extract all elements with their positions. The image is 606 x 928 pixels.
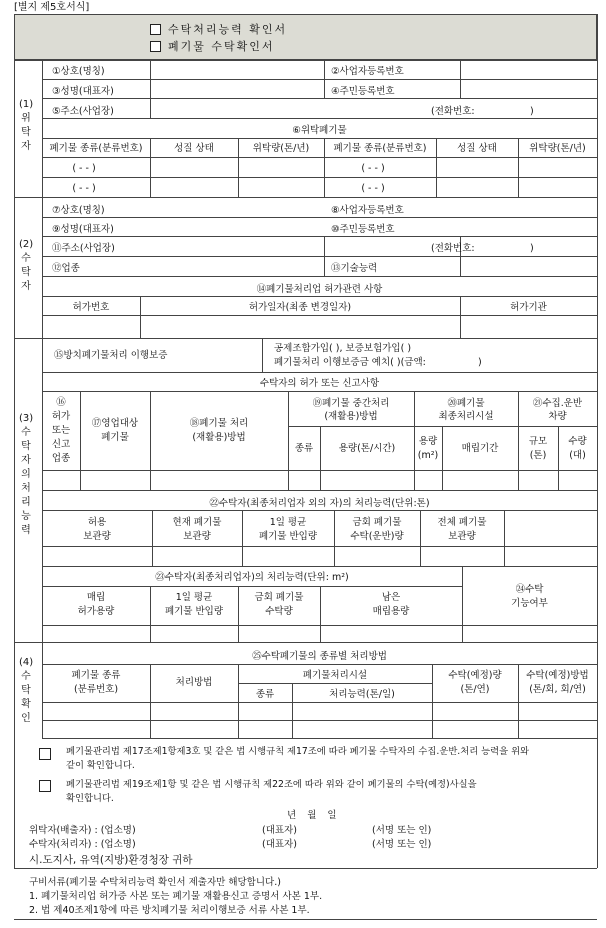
c24-l2: 기능여부 [511,598,548,609]
consignor-name-label: ①상호(명칭) [52,66,105,77]
grid-line-v [442,426,443,490]
c22-col2-l2: 보관량 [183,531,211,542]
title-capacity-confirmation: 수탁처리능력 확인서 [168,23,288,36]
waste-kind-header-1: 폐기물 종류(분류번호) [49,143,143,154]
c22-col2-l1: 현재 폐기물 [172,517,222,528]
c20-cap-l1: 용량 [418,436,438,447]
permit-title: ⑭폐기물처리업 허가관련 사항 [256,284,383,295]
c22-col1-l1: 허용 [87,517,107,528]
confirm-method: 처리방법 [175,677,213,688]
grid-line-h [14,338,597,339]
section-consignor: (1) 위 탁 자 [19,99,34,152]
c16-l3: 신고 [51,439,71,450]
statement-trust-l2: 확인합니다. [66,793,114,804]
grid-line-h [14,642,597,643]
grid-line-v [460,236,461,276]
confirm-amount-l1: 수탁(예정)량 [448,670,502,681]
grid-line-h [42,79,597,80]
c23-col1-l2: 허가용량 [77,606,115,617]
c22-col5-l2: 보관량 [448,531,476,542]
grid-line-h [42,138,597,139]
sign-trustee: 수탁자(처리자) : (업소명) [29,839,136,850]
consignor-bizno-label: ②사업자등록번호 [331,66,404,77]
c20-period: 매립기간 [461,443,499,454]
c21-size-l2: (톤) [529,450,547,461]
c21-size-l1: 규모 [528,436,548,447]
checkbox-statement-capacity[interactable] [39,748,51,760]
consignor-phone-close: ) [530,106,534,117]
c23-col4-l1: 남은 [381,592,401,603]
c23-col2-l1: 1일 평균 [175,592,213,603]
grid-line-h [42,315,597,316]
c16-no: ⑯ [56,397,66,408]
c19-capacity: 용량(톤/시간) [338,443,396,454]
c16-l4: 업종 [51,453,71,464]
trustee-phone-label: (전화번호: [431,243,475,254]
grid-line-v [504,510,505,566]
c23-col2-l2: 폐기물 반입량 [164,606,224,617]
grid-line-v [150,60,151,118]
sign-consignor: 위탁자(배출자) : (업소명) [29,825,136,836]
confirm-kind-l1: 폐기물 종류 [71,670,121,681]
grid-line-h [14,197,597,198]
c17-l2: 폐기물 [101,432,129,443]
checkbox-capacity-confirmation[interactable] [150,24,161,35]
grid-line-h [42,702,597,703]
c22-col3-l2: 폐기물 반입량 [258,531,318,542]
waste-code-2b: ( - - ) [361,183,385,194]
grid-line-h [42,98,597,99]
consigned-waste-title: ⑥위탁폐기물 [292,125,347,136]
sign-date: 년 월 일 [287,810,341,821]
grid-line-v [150,664,151,738]
trustee-tech-label: ⑬기술능력 [331,263,378,274]
c16-l1: 허가 [51,411,71,422]
c23-title: ㉓수탁자(최종처리업자)의 처리능력(단위: m²) [155,572,349,583]
checkbox-trust-confirmation[interactable] [150,41,161,52]
trustee-resno-label: ⑩주민등록번호 [331,224,395,235]
statement-capacity-l1: 폐기물관리법 제17조제1항제3호 및 같은 법 시행규칙 제17조에 따라 폐기물 수탁자의 수집.운반.처리 능력을 위와 [66,746,530,757]
c24-l1: ㉔수탁 [515,584,544,595]
grid-line-v [324,236,325,276]
notes-heading: 구비서류(폐기물 수탁처리능력 확인서 제출자만 해당합니다.) [29,877,281,888]
grid-line-h [42,664,597,665]
grid-line-v [262,338,263,372]
c18-l1: ⑱폐기물 처리 [189,418,249,429]
form-label: [별지 제5호서식] [14,2,90,13]
grid-line-h [14,919,597,920]
section-trustee-capacity: (3) 수 탁 자 의 처 리 능 력 [19,413,34,536]
grid-line-h [42,546,597,547]
grid-line-h [42,510,597,511]
guarantee-close: ) [478,357,482,368]
waste-kind-header-2: 폐기물 종류(분류번호) [333,143,427,154]
grid-line-h [42,391,597,392]
permit-date-header: 허가일자(최종 변경일자) [248,302,352,313]
grid-line-h [42,217,597,218]
c21-count-l1: 수량 [568,436,587,447]
statement-trust-l1: 폐기물관리법 제19조제1항 및 같은 법 시행규칙 제22조에 따라 위와 같이 폐기물의 수탁(예정)사실을 [66,779,477,790]
c21-count-l2: (대) [569,450,586,461]
consignor-phone-label: (전화번호: [431,106,475,117]
c21-l2: 차량 [548,411,567,422]
waste-code-1a: ( - - ) [72,163,96,174]
grid-line-h [42,157,597,158]
c22-col4-l2: 수탁(운반)량 [350,531,404,542]
c22-col1-l2: 보관량 [83,531,111,542]
grid-line-h [42,276,597,277]
checkbox-statement-trust[interactable] [39,780,51,792]
c23-col3-l1: 금회 폐기물 [254,592,304,603]
grid-line-v [14,14,15,868]
waste-amount-header-1: 위탁량(톤/년) [252,143,310,154]
grid-line-h [42,586,462,587]
c17-l1: ⑰영업대상 [91,418,139,429]
trustee-phone-close: ) [530,243,534,254]
grid-line-v [460,60,461,98]
consignor-rep-label: ③성명(대표자) [52,86,114,97]
grid-line-h [42,118,597,119]
c16-l2: 또는 [51,425,71,436]
grid-line-h [42,566,597,567]
c20-l2: 최종처리시설 [438,411,494,422]
c19-l1: ⑲폐기물 중간처리 [312,398,390,409]
permit-agency-header: 허가기관 [510,302,547,313]
grid-line-h [14,60,597,61]
statement-capacity-l2: 같이 확인합니다. [66,760,135,771]
grid-line-h [14,868,597,869]
sign-consignor-seal: (서명 또는 인) [372,825,432,836]
confirm-tmethod-l2: (톤/회, 회/연) [529,684,586,695]
trustee-biztype-label: ⑫업종 [52,263,80,274]
grid-line-v [324,60,325,98]
confirm-amount-l2: (톤/연) [460,684,490,695]
guarantee-label: ⑮방치폐기물처리 이행보증 [54,350,168,361]
c20-l1: ⑳폐기물 [447,398,485,409]
grid-line-h [42,490,597,491]
confirm-title: ㉕수탁폐기물의 종류별 처리방법 [252,651,387,662]
trustee-addr-label: ⑪주소(사업장) [52,243,115,254]
trustee-name-label: ⑦상호(명칭) [52,205,105,216]
confirm-facility-kind: 종류 [255,689,275,700]
confirm-tmethod-l1: 수탁(예정)방법 [526,670,589,681]
c23-col3-l2: 수탁량 [265,606,293,617]
trustee-bizno-label: ⑧사업자등록번호 [331,205,404,216]
c18-l2: (재활용)방법 [192,432,246,443]
confirm-kind-l2: (분류번호) [73,684,119,695]
c19-l2: (재활용)방법 [324,411,378,422]
grid-line-v [597,14,598,868]
grid-line-h [42,720,597,721]
waste-state-header-2: 성질 상태 [457,143,497,154]
section-trust-confirmation: (4) 수 탁 확 인 [19,657,34,724]
permit-number-header: 허가번호 [72,302,110,313]
confirm-facility: 폐기물처리시설 [302,670,368,681]
section-trustee: (2) 수 탁 자 [19,239,34,292]
grid-line-h [42,738,597,739]
c23-col4-l2: 매립용량 [372,606,410,617]
permit-report-title: 수탁자의 허가 또는 신고사항 [259,378,380,389]
waste-state-header-1: 성질 상태 [174,143,214,154]
waste-amount-header-2: 위탁량(톤/년) [529,143,586,154]
sign-trustee-rep: (대표자) [262,839,297,850]
c23-col1-l1: 매립 [86,592,106,603]
notes-item-2: 2. 법 제40조제1항에 따른 방치폐기물 처리이행보증 서류 사본 1부. [29,905,310,916]
c20-cap-l2: (m²) [417,450,439,461]
grid-line-h [42,236,597,237]
c19-kind: 종류 [294,443,314,454]
c22-col3-l1: 1일 평균 [269,517,307,528]
grid-line-h [238,683,432,684]
waste-code-2a: ( - - ) [361,163,385,174]
trustee-rep-label: ⑨성명(대표자) [52,224,114,235]
consignor-addr-label: ⑤주소(사업장) [52,106,114,117]
waste-code-1b: ( - - ) [72,183,96,194]
grid-line-h [42,256,597,257]
grid-line-h [42,296,597,297]
notes-item-1: 1. 폐기물처리업 허가증 사본 또는 폐기물 재활용신고 증명서 사본 1부. [29,891,323,902]
form-header [14,14,597,60]
guarantee-line1: 공제조합가입( ), 보증보험가입( ) [274,343,412,354]
title-trust-confirmation: 폐기물 수탁확인서 [168,40,275,53]
c22-title: ㉒수탁자(최종처리업자 외의 자)의 처리능력(단위:톤) [209,498,430,509]
consignor-resno-label: ④주민등록번호 [331,86,395,97]
grid-line-v [320,426,321,490]
c21-l1: ㉑수집.운반 [532,398,583,409]
sign-addressee: 시.도지사, 유역(지방)환경청장 귀하 [29,854,193,866]
c22-col5-l1: 전체 폐기물 [437,517,487,528]
grid-line-h [42,177,597,178]
confirm-facility-capacity: 처리능력(톤/일) [329,689,395,700]
grid-line-h [42,372,597,373]
sign-consignor-rep: (대표자) [262,825,297,836]
c22-col4-l1: 금회 폐기물 [352,517,402,528]
sign-trustee-seal: (서명 또는 인) [372,839,432,850]
guarantee-line2: 폐기물처리 이행보증금 예치( )(금액: [274,357,426,368]
